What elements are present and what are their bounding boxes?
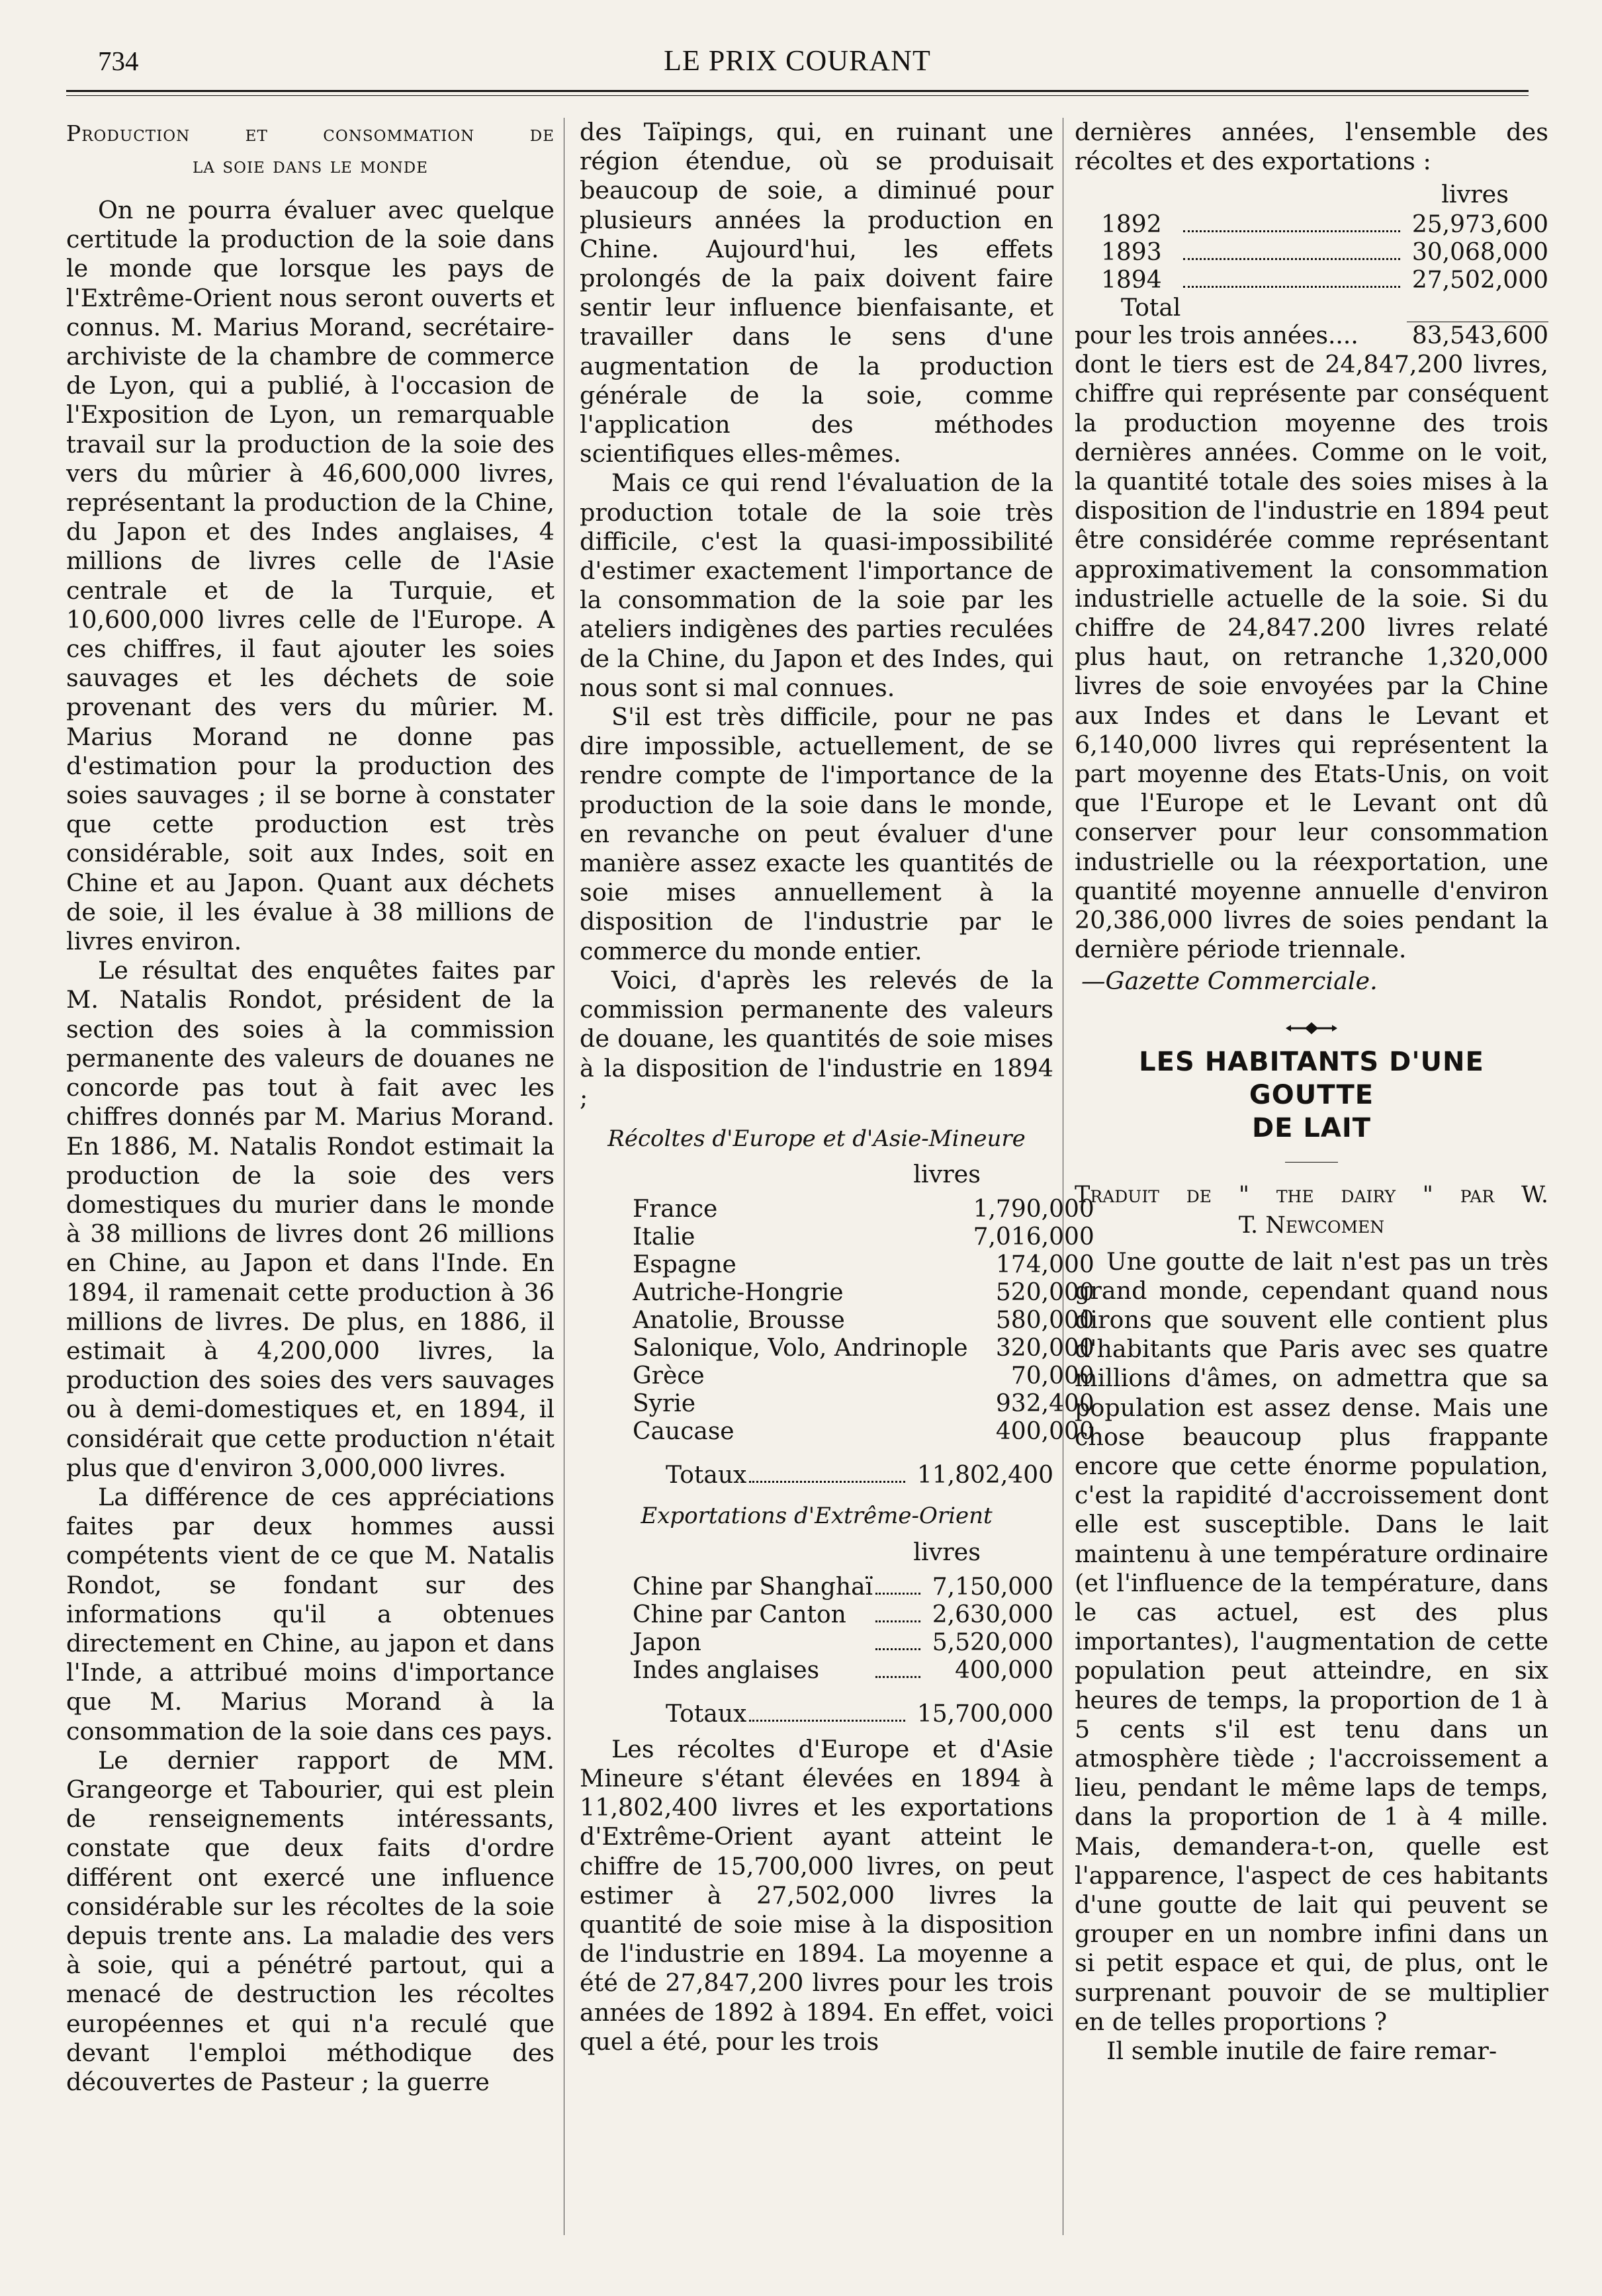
leader-dots (873, 1629, 927, 1657)
paragraph: Voici, d'après les relevés de la commission permanente des valeurs de douane, les quantités de soie mises à la disposition de l'industrie en 1894 ; (580, 965, 1053, 1112)
row-value: 174,000 (995, 1251, 1094, 1279)
data-table (580, 1573, 1053, 1685)
column-1 (66, 118, 555, 2235)
table-row (580, 1657, 1053, 1685)
paragraph: La différence de ces appréciations faites par deux hommes aussi compétents vient de ce que M. Natalis Rondot, se fondant sur des informations qu'il a obtenues directement en Chine, au japon et dans l'Inde, a attribué moins d'importance que M. Marius Morand à la consommation de la soie dans ces pays. (66, 1482, 555, 1745)
table-row (1075, 267, 1548, 294)
title-rule (1285, 1162, 1338, 1163)
byline: Traduit de " the dairy " par W. T. Newcomen (1075, 1181, 1548, 1239)
row-label: Chine par Shanghaï (633, 1573, 873, 1601)
table-row (580, 1279, 1094, 1307)
table-unit: livres (913, 1160, 981, 1189)
paragraph: Le dernier rapport de MM. Grangeorge et Tabourier, qui est plein de renseignements intéressants, constate que deux faits d'ordre différent ont exercé une influence considérable sur les récoltes de la soie depuis trente ans. La maladie des vers à soie, qui a pénétré partout, qui a menacé de destruction les récoltes européennes et qui n'a reculé que devant l'emploi méthodique des découvertes de Pasteur ; la guerre (66, 1745, 555, 2096)
table-row (580, 1601, 1053, 1629)
table-unit: livres (913, 1537, 981, 1566)
table-row (1075, 239, 1548, 267)
paragraph: Mais ce qui rend l'évaluation de la production totale de la soie très difficile, c'est la quasi-impossibilité d'estimer exactement l'importance de la consommation de la soie par les ateliers indigènes des parties reculées de la Chine, du Japon et des Indes, qui nous sont si mal connues. (580, 468, 1053, 702)
table-unit: livres (1441, 180, 1509, 209)
table-row (580, 1418, 1094, 1446)
row-label: 1893 (1101, 238, 1162, 266)
totals-table (580, 1685, 1053, 1728)
row-label: Caucase (633, 1418, 734, 1446)
leader-dots (873, 1573, 927, 1601)
table-row (580, 1390, 1094, 1418)
page-number: 734 (98, 46, 139, 76)
row-label: Anatolie, Brousse (633, 1307, 845, 1335)
paragraph: Il semble inutile de faire remar- (1106, 2037, 1497, 2066)
row-value: 400,000 (955, 1656, 1053, 1684)
paragraph: dernières années, l'ensemble des récoltes et des exportations : (1075, 118, 1548, 176)
row-value: 27,502,000 (1411, 266, 1548, 294)
total-label: Totaux (666, 1700, 747, 1728)
row-value: 320,000 (995, 1335, 1094, 1362)
table-far-east-exports (580, 1501, 1053, 1728)
row-label: Espagne (633, 1251, 736, 1279)
total-value: 11,802,400 (916, 1462, 1053, 1489)
table-row (580, 1196, 1094, 1223)
table-row (580, 1223, 1094, 1251)
leader-dots (1180, 267, 1407, 294)
leader-dots (1180, 211, 1407, 239)
yearly-totals-table (1075, 211, 1548, 351)
paragraph: des Taïpings, qui, en ruinant une région étendue, où se produisait beaucoup de soie, a diminué pour plusieurs années la production en Chine. Aujourd'hui, les effets prolongés de la paix doivent faire sentir leur influence bienfaisante, et travailler dans le sens d'une augmentation de la production générale de la soie, comme l'application des méthodes scientifiques elles-mêmes. (580, 118, 1053, 468)
table-caption: Exportations d'Extrême-Orient (641, 1503, 993, 1530)
journal-title: LE PRIX COURANT (664, 44, 931, 77)
separator-ornament (1075, 1014, 1548, 1034)
row-label: Grèce (633, 1362, 705, 1390)
table-row (580, 1362, 1094, 1390)
paragraph: S'il est très difficile, pour ne pas dire impossible, actuellement, de se rendre compte de l'importance de la production de la soie dans le monde, en revanche on peut évaluer d'une manière assez exacte les quantités de soie mises annuellement à la disposition de l'industrie par le commerce du monde entier. (580, 703, 1053, 965)
table-row (580, 1307, 1094, 1335)
table-total-row (580, 1685, 1053, 1728)
table-caption: Récoltes d'Europe et d'Asie-Mineure (607, 1125, 1026, 1152)
row-value: 30,068,000 (1411, 238, 1548, 266)
row-label: Indes anglaises (633, 1656, 820, 1684)
paragraph: Le résultat des enquêtes faites par M. Natalis Rondot, président de la section des soies à la commission permanente des valeurs de douanes ne concorde pas tout à fait avec les chiffres donnés par M. Marius Morand. En 1886, M. Natalis Rondot estimait la production de la soie des vers domestiques du murier dans le monde à 38 millions de livres dont 26 millions en Chine, au Japon et dans l'Inde. En 1894, il ramenait cette production à 36 millions de livres. De plus, en 1886, il estimait à 4,200,000 livres, la production des soies des vers sauvages ou à demi-domestiques et, en 1894, il considérait que cette production n'était plus que d'environ 3,000,000 livres. (66, 956, 555, 1482)
row-label: Syrie (633, 1390, 696, 1418)
row-value: 2,630,000 (932, 1601, 1053, 1628)
leader-dots (873, 1601, 927, 1629)
row-value: 520,000 (995, 1279, 1094, 1307)
paragraph: dont le tiers est de 24,847,200 livres, chiffre qui représente par conséquent la production moyenne des trois dernières années. Comme on le voit, la quantité totale des soies mises à la disposition de l'industrie en 1894 peut être considérée comme représentant approximativement la consommation industrielle actuelle de la soie. Si du chiffre de 24,847.200 livres relaté plus haut, on retranche 1,320,000 livres de soie envoyées par la Chine aux Indes et dans le Levant et 6,140,000 livres qui représentent la part moyenne des Etats-Unis, on voit que l'Europe et le Levant ont dû conserver pour leur consommation industrielle ou la réexportation, une quantité moyenne annuelle d'environ 20,386,000 livres de soies pendant la dernière période triennale. (1075, 350, 1548, 964)
leader-dots (746, 1446, 912, 1489)
total-value: 15,700,000 (916, 1700, 1053, 1728)
row-label: 1894 (1101, 266, 1162, 294)
row-value: 400,000 (995, 1418, 1094, 1446)
total-label-2: pour les trois années.... (1075, 322, 1358, 350)
row-value: 7,150,000 (932, 1573, 1053, 1601)
row-label: 1892 (1101, 210, 1162, 238)
row-value: 1,790,000 (973, 1196, 1094, 1223)
paragraph: Une goutte de lait n'est pas un très grand monde, cependant quand nous dirons que souvent elle contient plus d'habitants que Paris avec ses quatre millions d'âmes, on admettra que sa population est assez dense. Mais une chose beaucoup plus frappante encore que cette énorme population, c'est la rapidité d'accroissement dont elle est susceptible. Dans le lait maintenu à une température ordinaire (et l'influence de la température, dans le cas actuel, est des plus importantes), l'augmentation de cette population peut atteindre, en six heures de temps, la proportion de 1 à 5 cents s'il est tenu dans un atmosphère tiède ; l'accroissement a lieu, pendant le même laps de temps, dans la proportion de 1 à 4 mille. Mais, demandera-t-on, quelle est l'apparence, l'aspect de ces habitants d'une goutte de lait qui peuvent se grouper en un nombre infini dans un si petit espace et qui, de plus, ont le surprenant pouvoir de se multiplier en de telles proportions ? (1075, 1247, 1548, 2036)
table-row (580, 1251, 1094, 1279)
row-label: Japon (633, 1628, 701, 1656)
sum-rule (1407, 294, 1548, 322)
row-value: 25,973,600 (1411, 210, 1548, 238)
sum-rule-row (1075, 294, 1548, 322)
leader-dots (746, 1685, 912, 1728)
data-table (580, 1196, 1094, 1446)
row-label: Italie (633, 1223, 695, 1251)
page-header (66, 41, 1529, 82)
table-row (1075, 211, 1548, 239)
grand-total-row (1075, 322, 1548, 351)
row-value: 932,400 (995, 1390, 1094, 1418)
row-label: Salonique, Volo, Andrinople (633, 1335, 968, 1362)
column-2 (580, 118, 1094, 2235)
row-label: Chine par Canton (633, 1601, 846, 1628)
row-value: 5,520,000 (932, 1628, 1053, 1656)
leader-dots (873, 1657, 927, 1685)
paragraph: Les récoltes d'Europe et d'Asie Mineure s'étant élevées en 1894 à 11,802,400 livres et les exportations d'Extrême-Orient ayant atteint le chiffre de 15,700,000 livres, on peut estimer à 27,502,000 livres la quantité de soie mise à la disposition de l'industrie en 1894. La moyenne a été de 27,847,200 livres pour les trois années de 1892 à 1894. En effet, voici quel a été, pour les trois (580, 1734, 1053, 2056)
total-value: 83,543,600 (1411, 322, 1548, 350)
table-row (580, 1573, 1053, 1601)
source-signature: —Gazette Commerciale. (1081, 967, 1378, 996)
ornament-icon (1282, 1020, 1341, 1036)
table-row (580, 1629, 1053, 1657)
header-double-rule (66, 90, 1529, 96)
totals-table (580, 1446, 1053, 1489)
row-label: France (633, 1196, 718, 1223)
leader-dots (1180, 239, 1407, 267)
table-row (580, 1335, 1094, 1362)
row-label: Autriche-Hongrie (633, 1279, 844, 1307)
column-3 (1075, 118, 1548, 2235)
table-total-row (580, 1446, 1053, 1489)
row-value: 70,000 (1010, 1362, 1094, 1390)
article-title-silk: Production et consommation de la soie dans le monde (66, 120, 555, 178)
total-label: Totaux (666, 1462, 747, 1489)
total-label: Total (1121, 294, 1181, 322)
row-value: 580,000 (995, 1307, 1094, 1335)
table-europe-crops (580, 1124, 1094, 1489)
row-value: 7,016,000 (973, 1223, 1094, 1251)
paragraph: On ne pourra évaluer avec quelque certitude la production de la soie dans le monde que lorsque les pays de l'Extrême-Orient nous seront ouverts et connus. M. Marius Morand, secrétaire-archiviste de la chambre de commerce de Lyon, qui a publié, à l'occasion de l'Exposition de Lyon, un remarquable travail sur la production de la soie des vers du mûrier à 46,600,000 livres, représentant la production de la Chine, du Japon et des Indes anglaises, 4 millions de livres celle de l'Asie centrale et de la Turquie, et 10,600,000 livres celle de l'Europe. A ces chiffres, il faut ajouter les soies sauvages et les déchets de soie provenant des vers du mûrier. M. Marius Morand ne donne pas d'estimation pour la production des soies sauvages ; il se borne à constater que cette production est très considérable, soit aux Indes, soit en Chine et au Japon. Quant aux déchets de soie, il les évalue à 38 millions de livres environ. (66, 196, 555, 956)
article-title-milk: LES HABITANTS D'UNE GOUTTE DE LAIT (1139, 1046, 1484, 1143)
